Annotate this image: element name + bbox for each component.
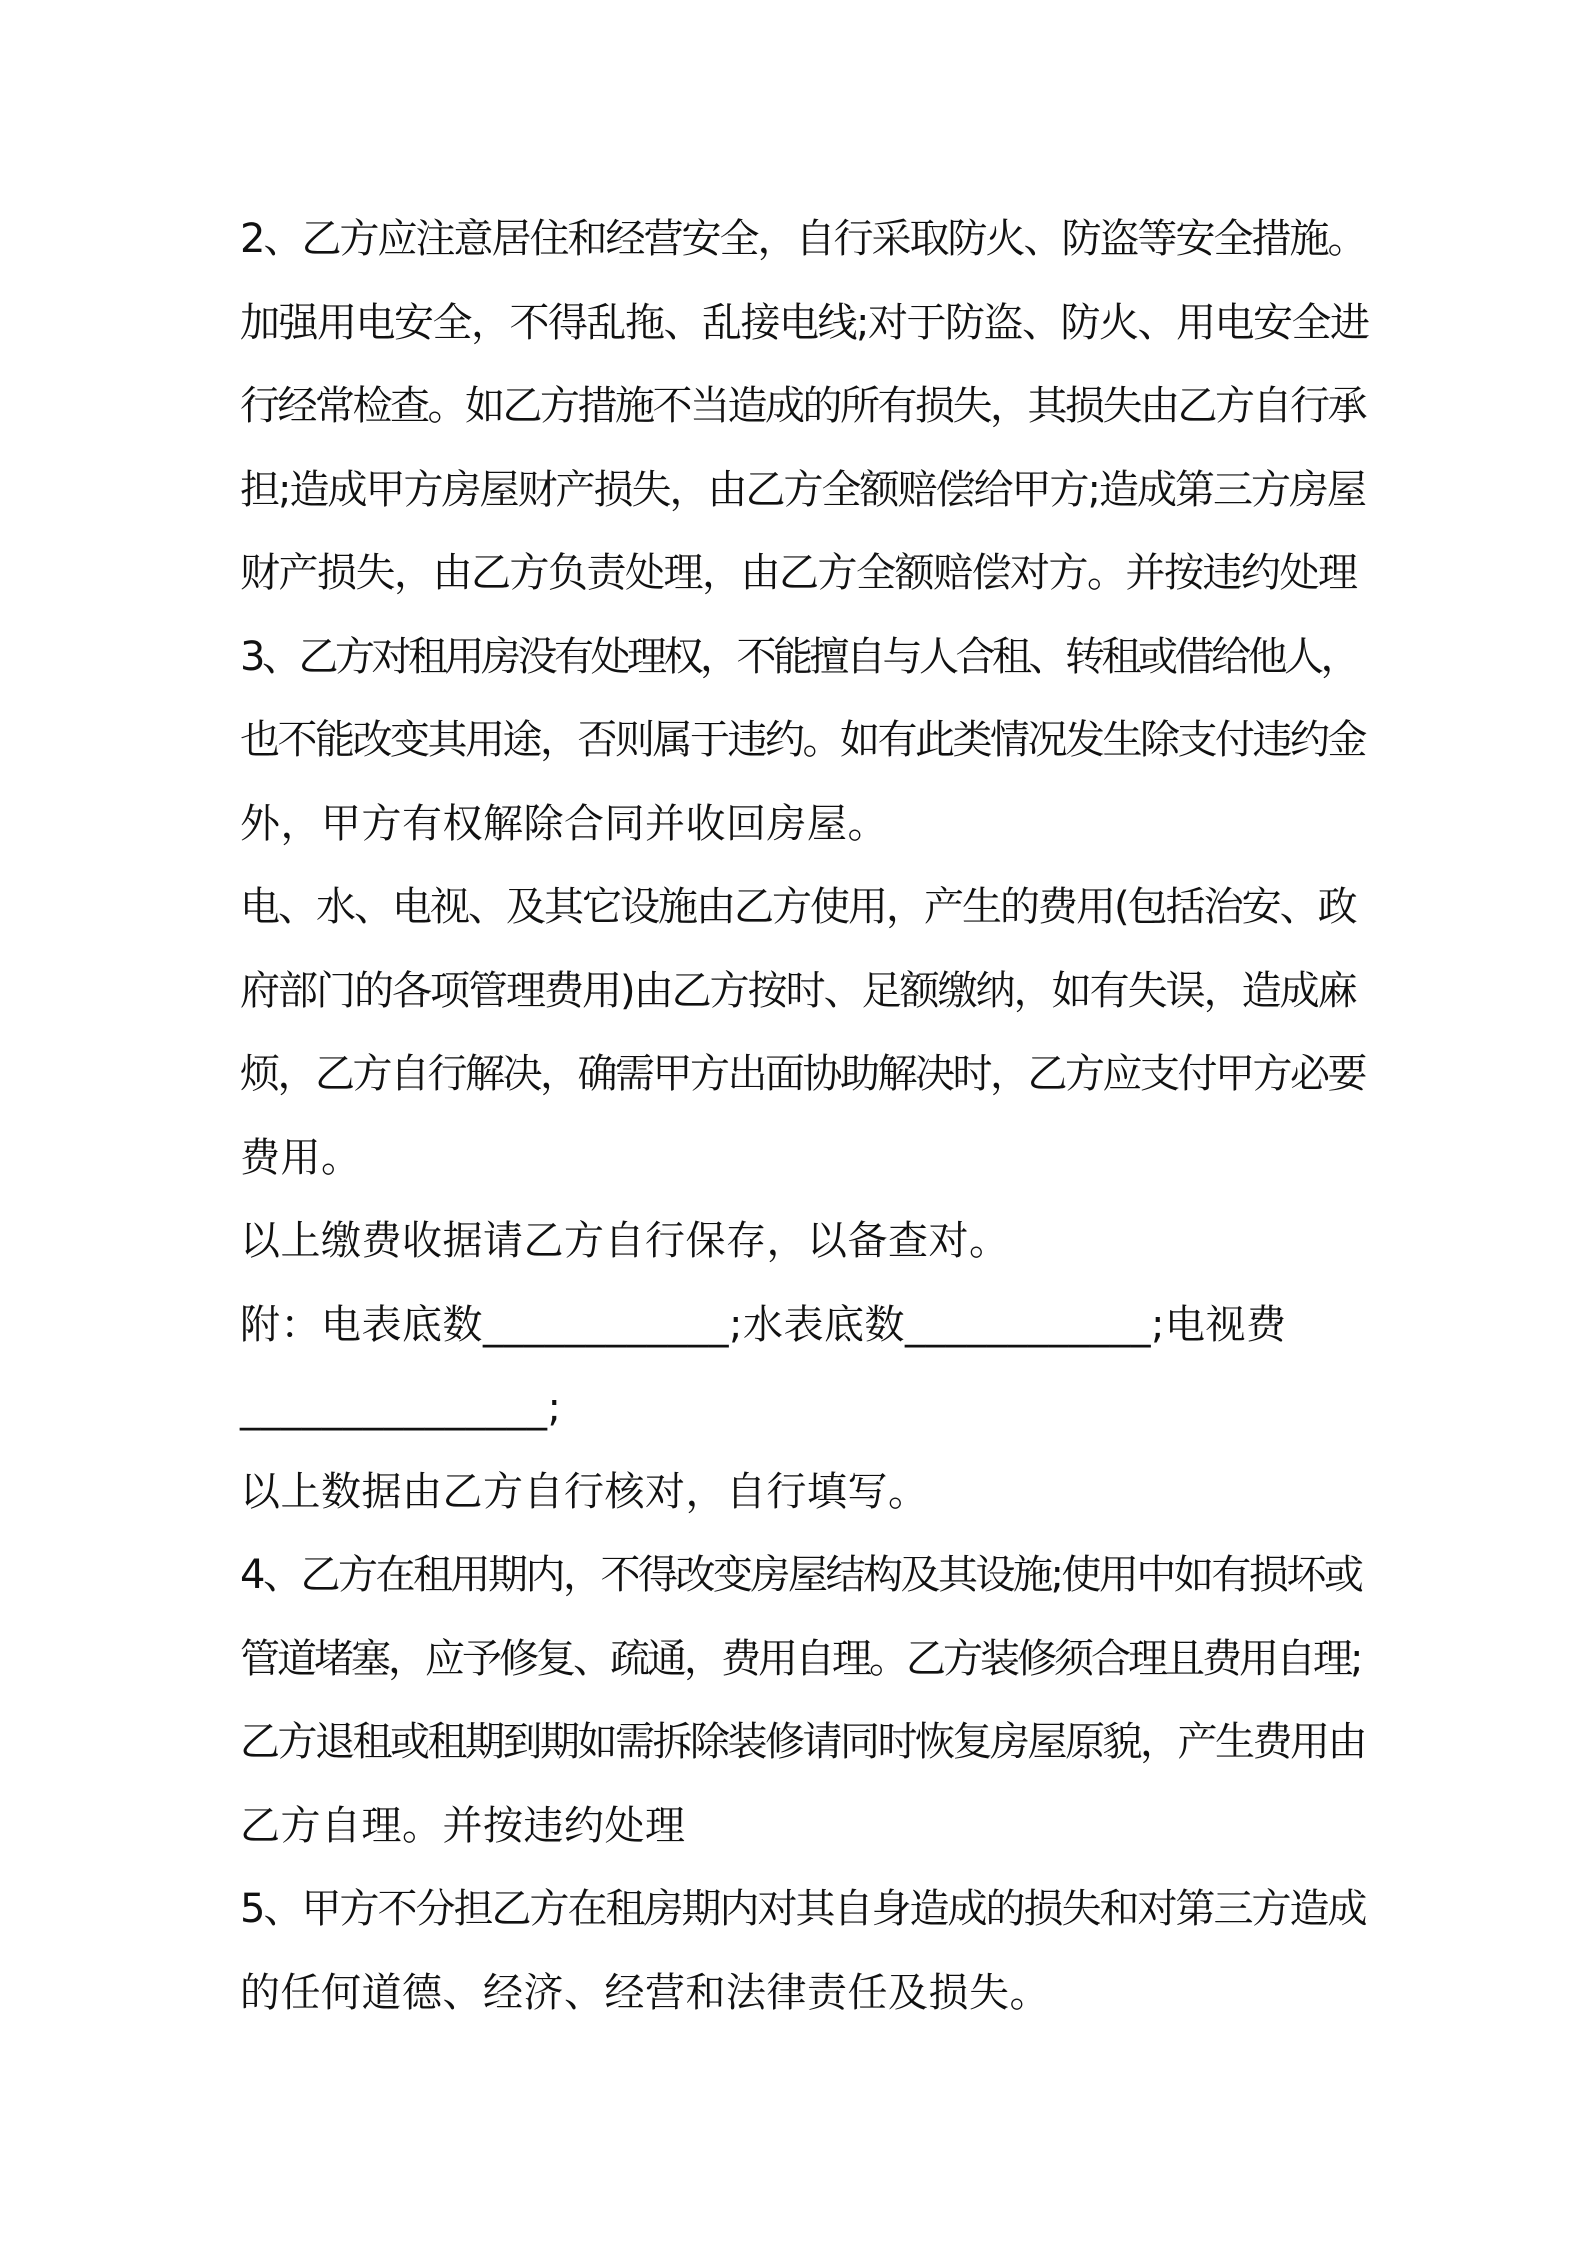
text-line: 府部门的各项管理费用)由乙方按时、足额缴纳，如有失误，造成麻 — [240, 967, 1356, 1014]
text-line: 外，甲方有权解除合同并收回房屋。 — [240, 800, 888, 847]
text-line: 4、乙方在租用期内，不得改变房屋结构及其设施;使用中如有损坏或 — [240, 1552, 1362, 1598]
text-line: 加强用电安全，不得乱拖、乱接电线;对于防盗、防火、用电安全进 — [240, 299, 1369, 346]
text-line: 行经常检查。如乙方措施不当造成的所有损失，其损失由乙方自行承 — [240, 383, 1365, 429]
tv-fee-blank-line: _______________; — [240, 1385, 562, 1431]
text-line: 乙方自理。并按违约处理 — [240, 1802, 686, 1849]
text-line: 也不能改变其用途，否则属于违约。如有此类情况发生除支付违约金 — [240, 717, 1365, 763]
document-body — [240, 198, 1370, 2035]
meter-readings-line: 附：电表底数____________;水表底数____________;电视费 — [240, 1301, 1287, 1348]
text-line: 的任何道德、经济、经营和法律责任及损失。 — [240, 1969, 1050, 2016]
text-line: 以上缴费收据请乙方自行保存，以备查对。 — [240, 1218, 1010, 1264]
text-line: 担;造成甲方房屋财产损失，由乙方全额赔偿给甲方;造成第三方房屋 — [240, 466, 1365, 513]
text-line: 烦，乙方自行解决，确需甲方出面协助解决时，乙方应支付甲方必要 — [240, 1051, 1365, 1097]
text-line: 2、乙方应注意居住和经营安全，自行采取防火、防盗等安全措施。 — [240, 216, 1366, 262]
text-line: 5、甲方不分担乙方在租房期内对其自身造成的损失和对第三方造成 — [240, 1886, 1366, 1932]
text-line: 管道堵塞，应予修复、疏通，费用自理。乙方装修须合理且费用自理; — [240, 1635, 1361, 1682]
text-line: 电、水、电视、及其它设施由乙方使用，产生的费用(包括治安、政 — [240, 884, 1356, 930]
text-line: 乙方退租或租期到期如需拆除装修请同时恢复房屋原貌，产生费用由 — [240, 1719, 1365, 1765]
text-line: 以上数据由乙方自行核对，自行填写。 — [240, 1468, 929, 1515]
text-line: 财产损失，由乙方负责处理，由乙方全额赔偿对方。并按违约处理 — [240, 550, 1357, 596]
text-line: 3、乙方对租用房没有处理权，不能擅自与人合租、转租或借给他人， — [240, 633, 1357, 680]
text-line: 费用。 — [240, 1134, 362, 1181]
